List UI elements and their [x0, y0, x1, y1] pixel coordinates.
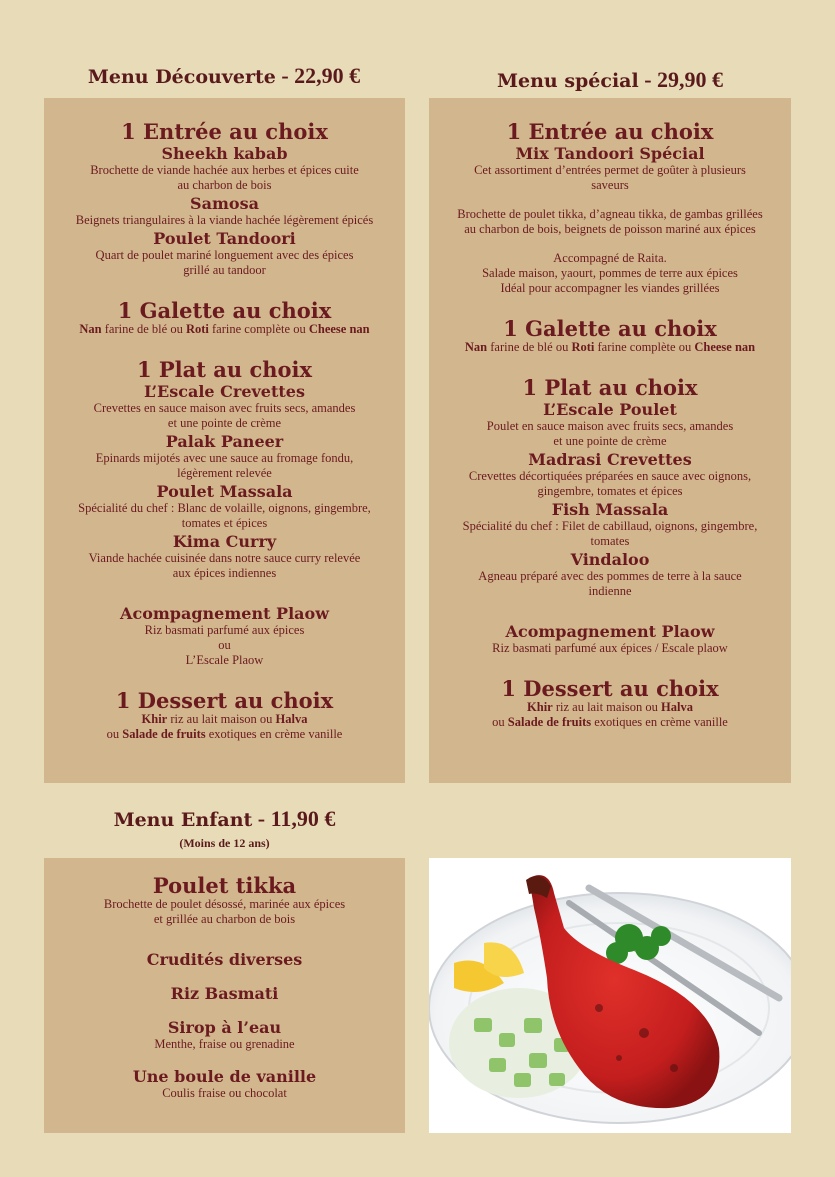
section-dessert: 1 Dessert au choix [115, 688, 334, 713]
item-desc: et une pointe de crème [553, 434, 667, 448]
item-desc: Crevettes en sauce maison avec fruits secs, amandes [93, 401, 356, 415]
item-desc: au charbon de bois, beignets de poisson mariné aux épices [464, 222, 756, 236]
item-samosa: Samosa [190, 194, 259, 213]
section-plat: 1 Plat au choix [136, 357, 313, 382]
item-vindaloo: Vindaloo [570, 550, 650, 569]
item-desc: Agneau préparé avec des pommes de terre à la sauce [478, 569, 742, 583]
menu-decouverte-heading [44, 63, 404, 89]
dessert-options-line1: Khir riz au lait maison ou Halva [527, 700, 693, 714]
menu-special-panel [429, 98, 791, 783]
galette-options: Nan farine de blé ou Roti farine complète ou Cheese nan [464, 340, 756, 354]
dessert-options-line2: ou Salade de fruits exotiques en crème vanille [106, 727, 343, 741]
item-fish-massala: Fish Massala [551, 500, 669, 519]
menu-decouverte-price: - 22,90 € [275, 63, 361, 88]
item-desc: saveurs [591, 178, 629, 192]
item-poulet-massala: Poulet Massala [156, 482, 293, 501]
item-desc: gingembre, tomates et épices [537, 484, 683, 498]
item-desc: Menthe, fraise ou grenadine [154, 1037, 295, 1051]
item-sheekh-kabab: Sheekh kabab [161, 144, 288, 163]
item-desc: Spécialité du chef : Blanc de volaille, oignons, gingembre, [78, 501, 371, 515]
item-desc: ou [218, 638, 231, 652]
item-poulet-tikka: Poulet tikka [152, 873, 297, 898]
tandoori-chicken-photo [429, 858, 791, 1133]
item-desc: Cet assortiment d’entrées permet de goûter à plusieurs [474, 163, 746, 177]
item-desc: Brochette de poulet tikka, d’agneau tikka, de gambas grillées [457, 207, 763, 221]
item-desc: Quart de poulet mariné longuement avec des épices [95, 248, 354, 262]
menu-enfant-age-note: (Moins de 12 ans) [179, 836, 270, 850]
menu-special-heading [429, 67, 791, 93]
item-desc: grillé au tandoor [183, 263, 266, 277]
item-desc: et une pointe de crème [167, 416, 282, 430]
item-desc: Epinards mijotés avec une sauce au fromage fondu, [95, 451, 354, 465]
item-desc: Viande hachée cuisinée dans notre sauce curry relevée [88, 551, 361, 565]
item-desc: légèrement relevée [177, 466, 272, 480]
dessert-options-line1: Khir riz au lait maison ou Halva [141, 712, 308, 726]
dessert-options-line2: ou Salade de fruits exotiques en crème vanille [492, 715, 728, 729]
section-galette: 1 Galette au choix [117, 298, 332, 323]
item-kima-curry: Kima Curry [172, 532, 277, 551]
section-entree: 1 Entrée au choix [121, 119, 328, 144]
item-desc: Brochette de poulet désossé, marinée aux épices [103, 897, 346, 911]
section-entree: 1 Entrée au choix [506, 119, 714, 144]
item-accompagnement: Acompagnement Plaow [505, 622, 715, 641]
item-desc: tomates [590, 534, 630, 548]
item-crudites: Crudités diverses [146, 950, 303, 969]
item-madrasi-crevettes: Madrasi Crevettes [528, 450, 692, 469]
menu-special-price: - 29,90 € [638, 67, 724, 92]
item-desc: Crevettes décortiquées préparées en sauce avec oignons, [468, 469, 752, 483]
item-desc: au charbon de bois [177, 178, 272, 192]
menu-enfant-heading [44, 806, 405, 851]
item-desc: aux épices indiennes [172, 566, 277, 580]
item-escale-crevettes: L’Escale Crevettes [144, 382, 305, 401]
menu-enfant-panel [44, 858, 405, 1133]
item-desc: Riz basmati parfumé aux épices [144, 623, 305, 637]
item-desc: Salade maison, yaourt, pommes de terre aux épices [482, 266, 738, 280]
item-desc: Beignets triangulaires à la viande hachée légèrement épicés [75, 213, 374, 227]
section-galette: 1 Galette au choix [503, 316, 717, 341]
item-sirop: Sirop à l’eau [167, 1018, 282, 1037]
menu-decouverte-panel [44, 98, 405, 783]
item-desc: tomates et épices [181, 516, 268, 530]
item-desc: Poulet en sauce maison avec fruits secs, amandes [486, 419, 734, 433]
menu-special-title: Menu spécial [496, 70, 639, 92]
item-palak-paneer: Palak Paneer [165, 432, 284, 451]
menu-decouverte-title: Menu Découverte [87, 66, 276, 88]
tandoori-chicken-illustration [429, 858, 791, 1133]
item-boule-vanille: Une boule de vanille [132, 1067, 317, 1086]
item-poulet-tandoori: Poulet Tandoori [153, 229, 296, 248]
item-desc: Accompagné de Raita. [553, 251, 667, 265]
item-desc: Spécialité du chef : Filet de cabillaud, oignons, gingembre, [462, 519, 758, 533]
item-desc: Brochette de viande hachée aux herbes et épices cuite [90, 163, 359, 177]
galette-options: Nan farine de blé ou Roti farine complète ou Cheese nan [79, 322, 370, 336]
item-desc: Riz basmati parfumé aux épices / Escale plaow [492, 641, 728, 655]
item-desc: Idéal pour accompagner les viandes grillées [500, 281, 720, 295]
section-plat: 1 Plat au choix [522, 375, 698, 400]
menu-enfant-title: Menu Enfant [113, 809, 253, 831]
item-mix-tandoori: Mix Tandoori Spécial [515, 144, 705, 163]
item-desc: indienne [588, 584, 632, 598]
item-riz-basmati: Riz Basmati [170, 984, 279, 1003]
item-desc: et grillée au charbon de bois [153, 912, 296, 926]
item-desc: L’Escale Plaow [185, 653, 264, 667]
item-escale-poulet: L’Escale Poulet [543, 400, 677, 419]
section-dessert: 1 Dessert au choix [501, 676, 719, 701]
item-desc: Coulis fraise ou chocolat [162, 1086, 287, 1100]
item-accompagnement: Acompagnement Plaow [120, 604, 329, 623]
menu-enfant-price: - 11,90 € [252, 806, 336, 831]
